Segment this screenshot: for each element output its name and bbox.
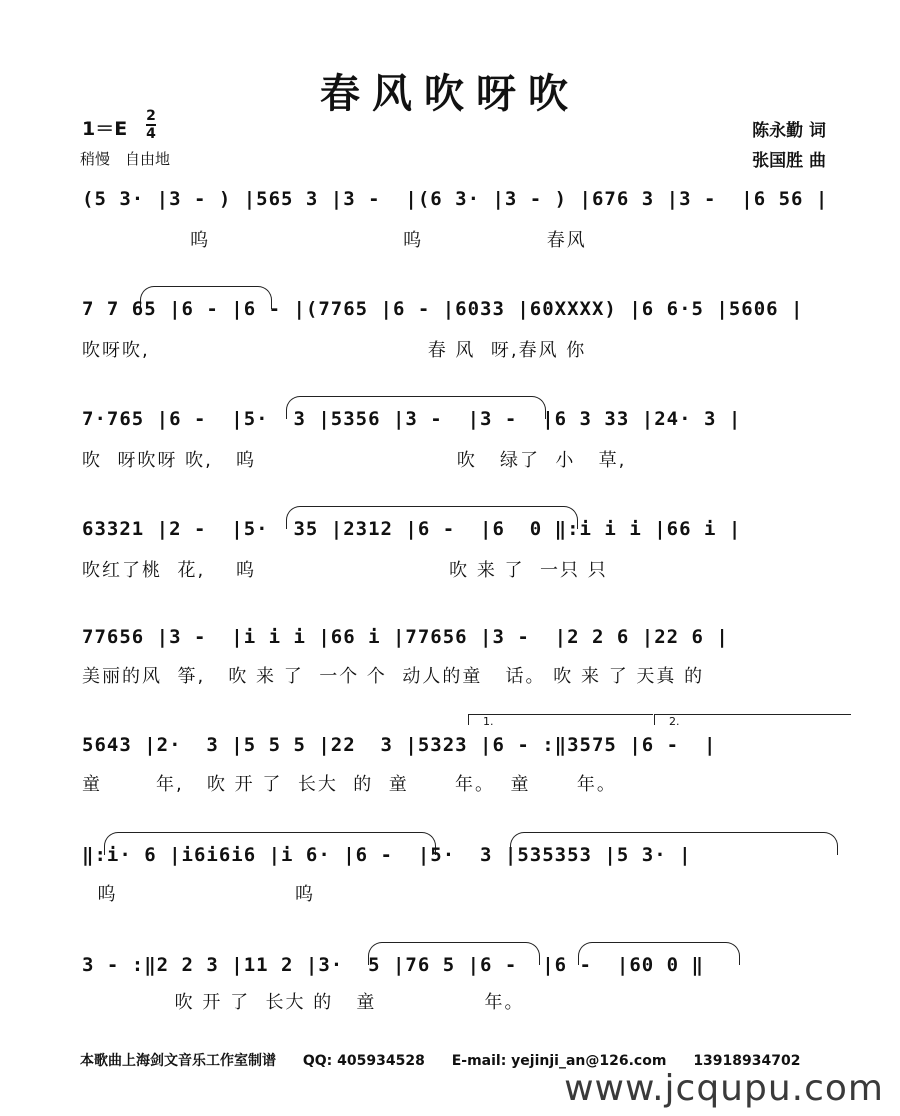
lyrics-line: 童 年, 吹 开 了 长大 的 童 年。 童 年。 xyxy=(82,774,617,795)
volta-second: 2. xyxy=(654,714,851,725)
notation-line: 7·765 |6 - |5· 3 |5356 |3 - |3 - |6 3 33 |24· 3 | xyxy=(82,408,742,430)
lyrics-line: 吹 呀吹呀 吹, 呜 吹 绿了 小 草, xyxy=(82,450,627,471)
footer xyxy=(80,1050,822,1070)
lyrics-line: 美丽的风 筝, 吹 来 了 一个 个 动人的童 话。 吹 来 了 天真 的 xyxy=(82,666,705,687)
notation-line: 63321 |2 - |5· 35 |2312 |6 - |6 0 ‖:i i i |66 i | xyxy=(82,518,742,540)
lyrics-line: 吹 开 了 长大 的 童 年。 xyxy=(82,992,525,1013)
lyrics-line: 呜 呜 xyxy=(82,884,316,905)
composer-credit: 张国胜 曲 xyxy=(752,151,826,171)
key-signature: 1＝E xyxy=(82,118,128,140)
footer-qq: QQ: 405934528 xyxy=(302,1053,425,1069)
time-signature-top: 2 xyxy=(146,108,156,124)
time-signature-bottom: 4 xyxy=(146,126,156,142)
footer-studio: 本歌曲上海剑文音乐工作室制谱 xyxy=(80,1053,276,1069)
notation-line: ‖:i· 6 |i6i6i6 |i 6· |6 - |5· 3 |535353 |5 3· | xyxy=(82,844,692,866)
notation-line: 5643 |2· 3 |5 5 5 |22 3 |5323 |6 - :‖3575 |6 - | xyxy=(82,734,717,756)
page-title: 春风吹呀吹 xyxy=(320,70,580,117)
time-signature xyxy=(146,108,156,142)
footer-phone: 13918934702 xyxy=(693,1053,801,1069)
notation-line: 7 7 65 |6 - |6 - |(7765 |6 - |6033 |60XXXX) |6 6·5 |5606 | xyxy=(82,298,804,320)
notation-line: 3 - :‖2 2 3 |11 2 |3· 5 |76 5 |6 - |6 - |60 0 ‖ xyxy=(82,954,704,976)
notation-line: (5 3· |3 - ) |565 3 |3 - |(6 3· |3 - ) |676 3 |3 - |6 56 | xyxy=(82,188,829,210)
notation-line: 77656 |3 - |i i i |66 i |77656 |3 - |2 2 6 |22 6 | xyxy=(82,626,729,648)
footer-email: E-mail: yejinji_an@126.com xyxy=(451,1053,667,1069)
lyricist-credit: 陈永勤 词 xyxy=(752,121,826,141)
lyrics-line: 吹呀吹, 春 风 呀,春风 你 xyxy=(82,340,587,361)
lyrics-line: 呜 呜 春风 xyxy=(82,230,587,251)
watermark: www.jcqupu.com xyxy=(564,1068,884,1109)
lyrics-line: 吹红了桃 花, 呜 吹 来 了 一只 只 xyxy=(82,560,608,581)
volta-first: 1. xyxy=(468,714,653,725)
tempo-marking: 稍慢 自由地 xyxy=(80,150,171,168)
